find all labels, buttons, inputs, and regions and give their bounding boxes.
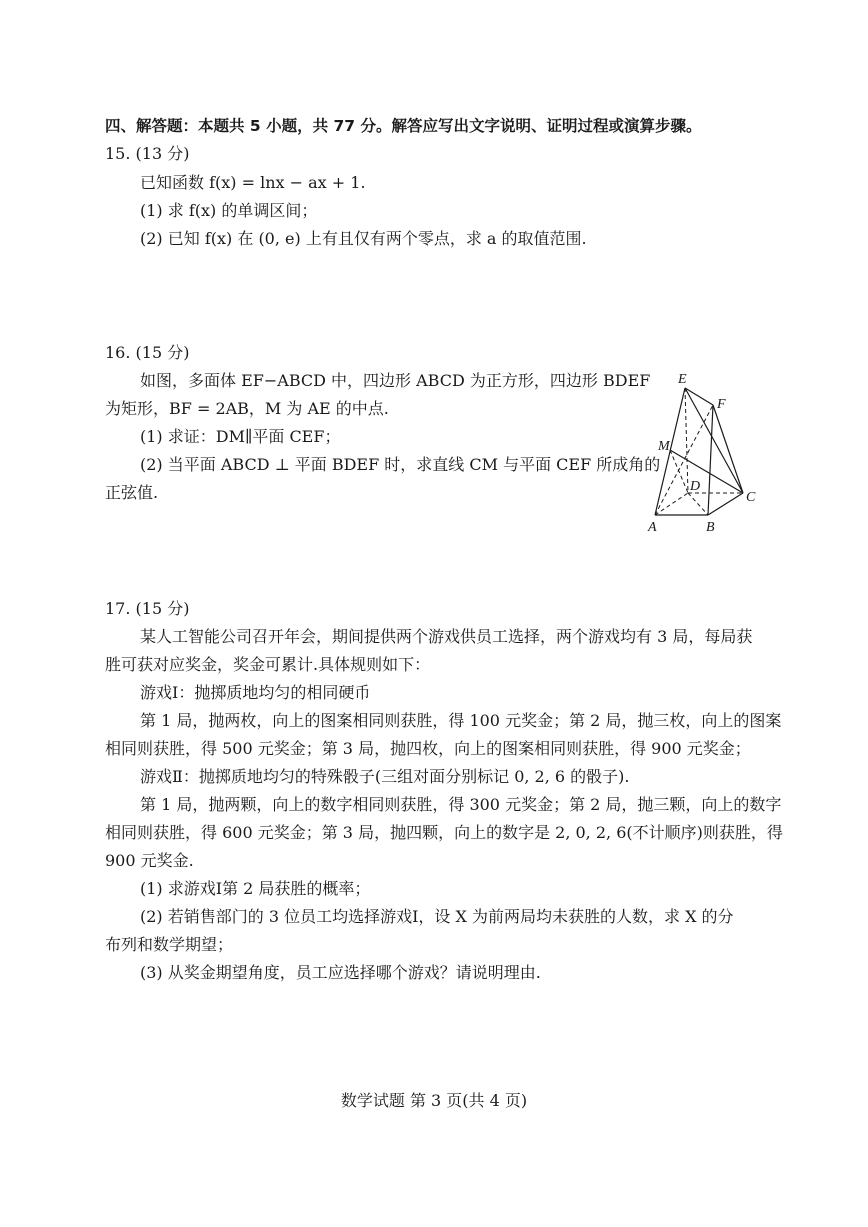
q17-part2b: 布列和数学期望； [105,935,234,954]
label-F: F [717,397,726,412]
q17-line8: 相同则获胜，得 600 元奖金；第 3 局，抛四颗，向上的数字是 2, 0, 2, 6(不计顺序)则获胜，得 [105,823,783,842]
q17-line1: 某人工智能公司召开年会，期间提供两个游戏供员工选择，两个游戏均有 3 局，每局获 [140,627,753,646]
edge-BC [708,493,743,515]
label-C: C [746,490,756,505]
q17-line9: 900 元奖金. [105,851,194,870]
q17-part1: (1) 求游戏Ⅰ第 2 局获胜的概率； [140,879,371,898]
edge-MD [670,450,688,493]
section-header: 四、解答题：本题共 5 小题，共 77 分。解答应写出文字说明、证明过程或演算步骤。 [105,117,702,135]
q17-line4: 第 1 局，抛两枚，向上的图案相同则获胜，得 100 元奖金；第 2 局，抛三枚，向上的图案 [140,711,782,730]
q17-part2a: (2) 若销售部门的 3 位员工均选择游戏Ⅰ，设 X 为前两局均未获胜的人数，求 X 的分 [140,907,734,926]
label-E: E [678,372,687,387]
q17-line7: 第 1 局，抛两颗，向上的数字相同则获胜，得 300 元奖金；第 2 局，抛三颗，向上的数字 [140,795,782,814]
q17-game1-title: 游戏Ⅰ：抛掷质地均匀的相同硬币 [140,683,371,702]
edge-EC [685,388,743,493]
q17-line2: 胜可获对应奖金，奖金可累计.具体规则如下： [105,655,431,674]
q16-line2: 为矩形，BF = 2AB，M 为 AE 的中点. [105,399,389,418]
label-D: D [690,479,701,494]
q17-number: 17. (15 分) [105,599,190,618]
q17-line5: 相同则获胜，得 500 元奖金；第 3 局，抛四枚，向上的图案相同则获胜，得 900 元奖金； [105,739,751,758]
edge-MC [670,450,743,493]
edge-AF [655,405,713,515]
q15-part2: (2) 已知 f(x) 在 (0, e) 上有且仅有两个零点，求 a 的取值范围. [140,229,587,248]
edge-FC [713,405,743,493]
q16-part1: (1) 求证：DM∥平面 CEF； [140,427,341,446]
edge-ED [685,388,688,493]
label-M: M [658,439,670,454]
q16-part2b: 正弦值. [105,483,159,502]
edge-FB [708,405,713,515]
label-B: B [706,520,715,535]
q16-number: 16. (15 分) [105,343,190,362]
page-footer: 数学试题 第 3 页(共 4 页) [340,1091,528,1110]
q15-stem: 已知函数 f(x) = lnx − ax + 1. [140,173,366,192]
q16-line1: 如图，多面体 EF−ABCD 中，四边形 ABCD 为正方形，四边形 BDEF [140,371,651,390]
q15-number: 15. (13 分) [105,144,190,163]
q17-part3: (3) 从奖金期望角度，员工应选择哪个游戏？请说明理由. [140,963,541,982]
polyhedron-figure [640,368,770,538]
q17-game2-title: 游戏Ⅱ：抛掷质地均匀的特殊骰子(三组对面分别标记 0, 2, 6 的骰子). [140,767,630,786]
label-A: A [648,520,657,535]
q16-part2a: (2) 当平面 ABCD ⊥ 平面 BDEF 时，求直线 CM 与平面 CEF 所成角的 [140,455,661,474]
edge-DB [688,493,708,515]
q15-part1: (1) 求 f(x) 的单调区间； [140,201,318,220]
